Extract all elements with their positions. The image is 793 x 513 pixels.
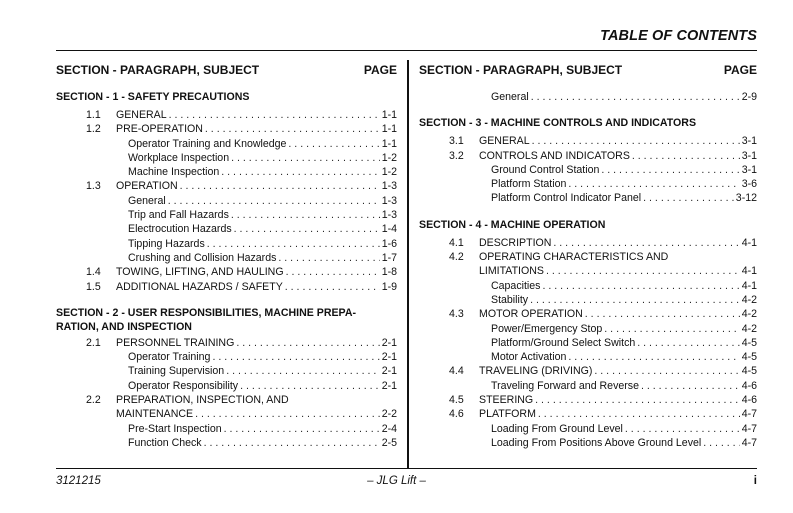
toc-entry[interactable]: Trip and Fall Hazards . . . 1-3 xyxy=(56,208,397,222)
section-4-heading: SECTION - 4 - MACHINE OPERATION xyxy=(419,218,606,231)
toc-entry[interactable]: Operator Training . . . 2-1 xyxy=(56,350,397,364)
toc-right-column xyxy=(419,62,757,450)
toc-left-column xyxy=(56,62,397,450)
toc-entry[interactable]: Loading From Ground Level . . . 4-7 xyxy=(419,422,757,436)
section-3-heading: SECTION - 3 - MACHINE CONTROLS AND INDICATORS xyxy=(419,117,697,130)
toc-entry-2-2[interactable]: 2.2 PREPARATION, INSPECTION, AND xyxy=(86,394,289,407)
toc-entry[interactable]: Platform/Ground Select Switch . . . 4-5 xyxy=(419,336,757,350)
toc-entry[interactable]: Capacities . . . 4-1 xyxy=(419,279,757,293)
toc-entry[interactable]: Workplace Inspection . . . 1-2 xyxy=(56,151,397,165)
toc-entry-3-1[interactable]: 3.1 GENERAL . . . 3-1 xyxy=(419,134,757,148)
toc-entry-1-5[interactable]: 1.5 ADDITIONAL HAZARDS / SAFETY . . . 1-9 xyxy=(56,280,397,294)
toc-entry-4-3[interactable]: 4.3 MOTOR OPERATION . . . 4-2 xyxy=(419,307,757,321)
footer-doc-number: 3121215 xyxy=(56,475,101,487)
toc-entry[interactable]: General . . . 1-3 xyxy=(56,194,397,208)
toc-entry[interactable]: Motor Activation . . . 4-5 xyxy=(419,350,757,364)
toc-entry[interactable]: General . . . 2-9 xyxy=(419,90,757,104)
toc-entry[interactable]: Tipping Hazards . . . 1-6 xyxy=(56,237,397,251)
toc-entry[interactable]: Stability . . . 4-2 xyxy=(419,293,757,307)
toc-entry-4-2[interactable]: 4.2 OPERATING CHARACTERISTICS AND xyxy=(449,251,669,264)
column-header-subject: SECTION - PARAGRAPH, SUBJECT xyxy=(56,63,260,77)
column-header-page: PAGE xyxy=(723,63,757,77)
page-title: TABLE OF CONTENTS xyxy=(600,28,757,44)
toc-entry-4-1[interactable]: 4.1 DESCRIPTION . . . 4-1 xyxy=(419,236,757,250)
toc-entry-4-6[interactable]: 4.6 PLATFORM . . . 4-7 xyxy=(419,407,757,421)
toc-entry-4-5[interactable]: 4.5 STEERING . . . 4-6 xyxy=(419,393,757,407)
footer-rule xyxy=(56,468,757,469)
toc-entry[interactable]: Pre-Start Inspection . . . 2-4 xyxy=(56,422,397,436)
column-header xyxy=(56,62,397,78)
toc-entry[interactable]: Electrocution Hazards . . . 1-4 xyxy=(56,222,397,236)
toc-entry[interactable]: Ground Control Station . . . 3-1 xyxy=(419,163,757,177)
footer-center: – JLG Lift – xyxy=(367,475,426,487)
toc-entry-1-3[interactable]: 1.3 OPERATION . . . 1-3 xyxy=(56,179,397,193)
section-1-heading: SECTION - 1 - SAFETY PRECAUTIONS xyxy=(56,91,250,103)
header-rule xyxy=(56,50,757,51)
toc-entry[interactable]: Operator Training and Knowledge . . . 1-1 xyxy=(56,137,397,151)
toc-entry[interactable]: Platform Control Indicator Panel . . . 3-12 xyxy=(419,191,757,205)
toc-entry[interactable]: Traveling Forward and Reverse . . . 4-6 xyxy=(419,379,757,393)
column-header-page: PAGE xyxy=(363,63,397,77)
column-header-subject: SECTION - PARAGRAPH, SUBJECT xyxy=(419,63,623,77)
column-divider xyxy=(407,60,409,468)
toc-entry-4-4[interactable]: 4.4 TRAVELING (DRIVING) . . . 4-5 xyxy=(419,364,757,378)
toc-entry[interactable]: Function Check . . . 2-5 xyxy=(56,436,397,450)
toc-entry[interactable]: MAINTENANCE . . . 2-2 xyxy=(56,407,397,421)
toc-entry[interactable]: Power/Emergency Stop . . . 4-2 xyxy=(419,322,757,336)
toc-entry[interactable]: Platform Station . . . 3-6 xyxy=(419,177,757,191)
toc-entry[interactable]: Machine Inspection . . . 1-2 xyxy=(56,165,397,179)
toc-entry-3-2[interactable]: 3.2 CONTROLS AND INDICATORS . . . 3-1 xyxy=(419,149,757,163)
toc-entry[interactable]: Operator Responsibility . . . 2-1 xyxy=(56,379,397,393)
toc-entry[interactable]: LIMITATIONS . . . 4-1 xyxy=(419,264,757,278)
column-header xyxy=(419,62,757,78)
footer-page-number: i xyxy=(753,475,757,487)
toc-entry-1-2[interactable]: 1.2 PRE-OPERATION . . . 1-1 xyxy=(56,122,397,136)
toc-entry-1-1[interactable]: 1.1 GENERAL . . . 1-1 xyxy=(56,108,397,122)
toc-entry-2-1[interactable]: 2.1 PERSONNEL TRAINING . . . 2-1 xyxy=(56,336,397,350)
toc-entry[interactable]: Crushing and Collision Hazards . . . 1-7 xyxy=(56,251,397,265)
section-2-heading: SECTION - 2 - USER RESPONSIBILITIES, MACHINE PREPA- RATION, AND INSPECTION xyxy=(56,306,356,333)
toc-entry[interactable]: Training Supervision . . . 2-1 xyxy=(56,364,397,378)
toc-entry[interactable]: Loading From Positions Above Ground Level . . . 4-7 xyxy=(419,436,757,450)
toc-entry-1-4[interactable]: 1.4 TOWING, LIFTING, AND HAULING . . . 1-8 xyxy=(56,265,397,279)
